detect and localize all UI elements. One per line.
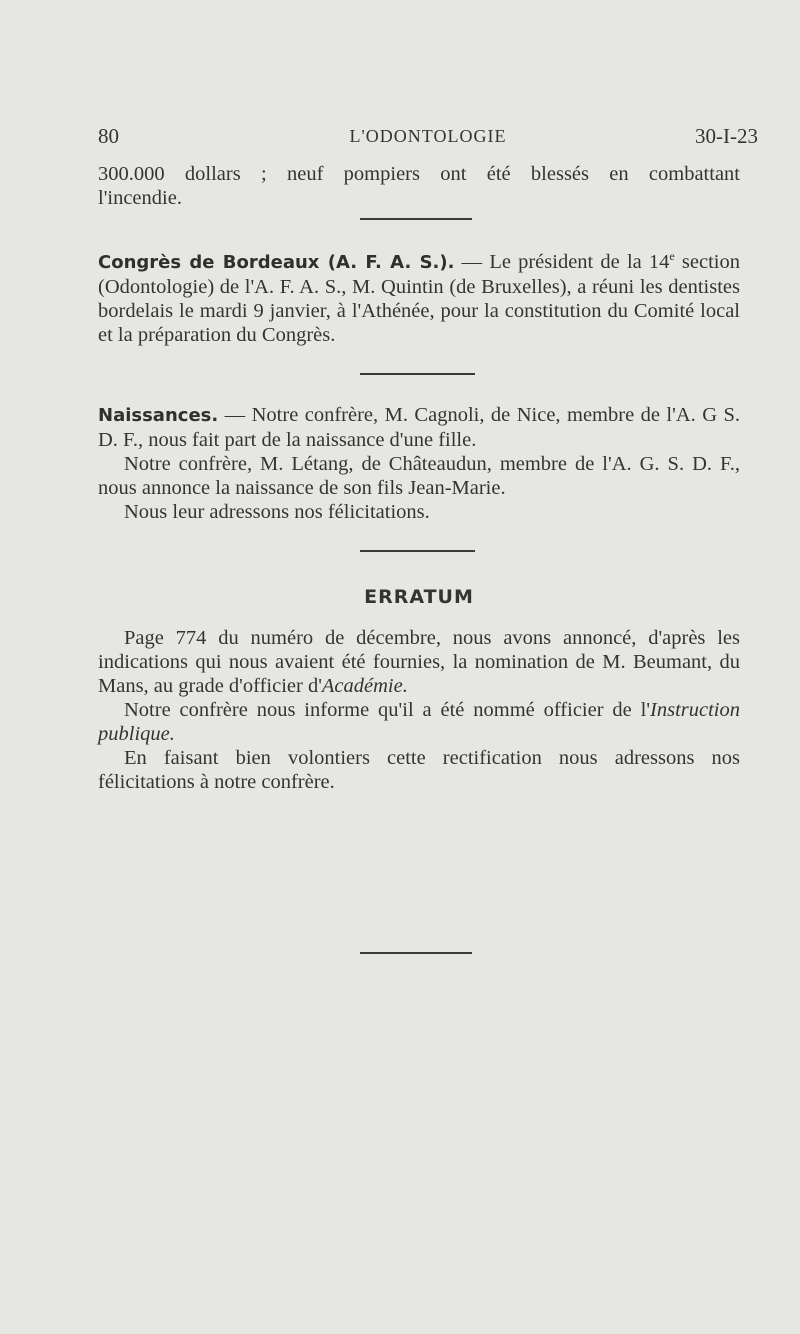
intro-paragraph [98,162,740,210]
divider [360,373,475,375]
erratum-italic-1: Académie. [321,675,408,697]
naissances-text: — Notre confrère, M. Cagnoli, de Nice, membre de l'A. G S. D. F., nous fait part de la naissance d'une fille. [98,404,740,451]
erratum-paragraph-2: Notre confrère nous informe qu'il a été nommé officier de l' [124,699,651,721]
naissances-section [98,403,740,524]
congres-sup: e [669,249,675,264]
divider [360,218,472,220]
erratum-title: ERRATUM [364,586,474,608]
erratum-paragraph-3: En faisant bien volontiers cette rectification nous adressons nos félicitations à notre confrère. [98,747,740,793]
running-title: L'ODONTOLOGIE [349,126,507,146]
page-number: 80 [98,124,119,148]
issue-date: 30-I-23 [695,124,758,148]
congres-section [98,250,740,347]
page-header [98,124,758,152]
intro-line-2: l'incendie. [98,187,182,209]
congres-text-2: section (Odontologie) de l'A. F. A. S., M. Quintin (de Bruxelles), a réuni les dentistes bordelais le mardi 9 janvier, à l'Athénée, pour la constitution du Comité local et la préparation du Congrès. [98,251,740,346]
naissances-paragraph-2: Notre confrère, M. Létang, de Châteaudun, membre de l'A. G. S. D. F., nous annonce la naissance de son fils Jean-Marie. [98,453,740,499]
naissances-heading: Naissances. [98,405,219,426]
congres-text: — Le président de la 14 [454,251,670,273]
congres-heading: Congrès de Bordeaux (A. F. A. S.). [98,252,455,273]
divider [360,550,475,552]
naissances-paragraph-3: Nous leur adressons nos félicitations. [124,501,430,523]
erratum-paragraph-1: Page 774 du numéro de décembre, nous avons annoncé, d'après les indications qui nous avaient été fournies, la nomination de M. Beumant, du Mans, au grade d'officier d' [98,627,740,697]
intro-line-1: 300.000 dollars ; neuf pompiers ont été blessés en combattant [98,163,740,185]
erratum-section [98,626,740,794]
erratum-italic-2: Instruction publique. [98,699,740,745]
divider [360,952,472,954]
